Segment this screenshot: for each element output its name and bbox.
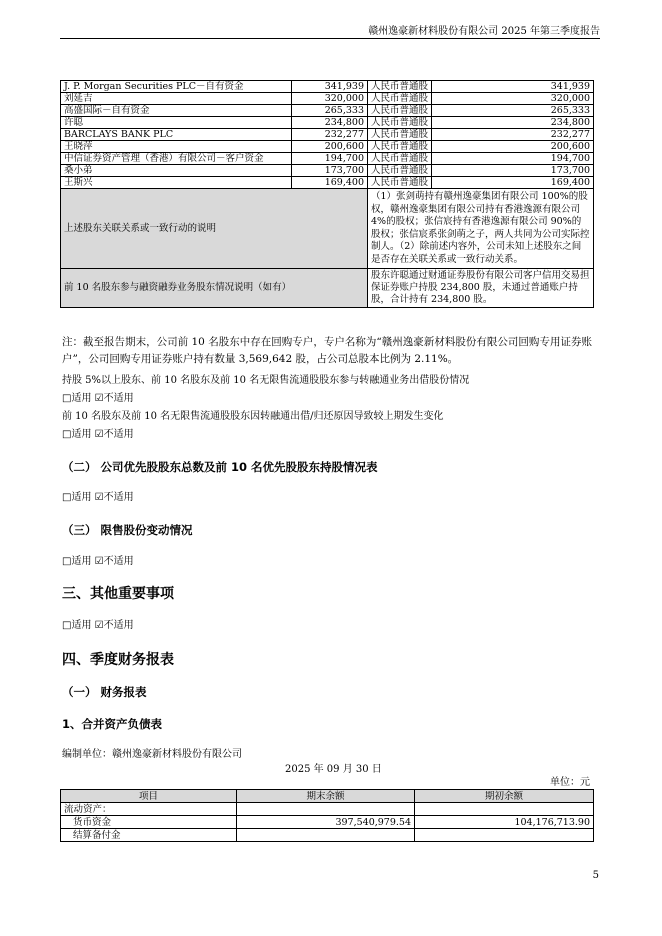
margin-label: 前 10 名股东参与融资融券业务股东情况说明（如有）: [61, 269, 368, 308]
relation-row: [61, 189, 594, 269]
shareholder-shares: 265,333: [292, 105, 368, 117]
shareholder-name: J. P. Morgan Securities PLC－自有资金: [61, 81, 292, 93]
repurchase-note: 注：截至报告期末，公司前 10 名股东中存在回购专户，专户名称为“赣州逸豪新材料股份有限公司回购专用证券账户”，公司回购专用证券账户持有数量 3,569,642 股，占公司总股本比例为 2.11%。: [62, 336, 592, 365]
balance-row: [61, 816, 594, 829]
unit-line: 单位：元: [550, 777, 590, 788]
shareholder-name: 王斯兴: [61, 177, 292, 189]
balance-sheet-table: [60, 789, 594, 842]
header-begin-balance: 期初余额: [415, 790, 594, 803]
balance-item: 结算备付金: [61, 829, 237, 842]
shareholder-name: 刘延吉: [61, 93, 292, 105]
restricted-choice: □适用 ☑不适用: [62, 556, 134, 567]
header-item: 项目: [61, 790, 237, 803]
company-line: 编制单位：赣州逸豪新材料股份有限公司: [62, 749, 242, 760]
shareholder-row: [61, 105, 594, 117]
shareholder-name: BARCLAYS BANK PLC: [61, 129, 292, 141]
share-type: 人民币普通股: [368, 141, 432, 153]
relation-text: （1）张剑萌持有赣州逸豪集团有限公司 100%的股权，赣州逸豪集团有限公司持有香港逸源有限公司 4%的股权；张信宸持有香港逸源有限公司 90%的股权；张信宸系张剑萌之子，两人共同为公司实际控制人。（2）除前述内容外，公司未知上述股东之间是否存在关联关系或一致行动关系。: [368, 189, 594, 269]
share-amount: 200,600: [432, 141, 594, 153]
shareholder-name: 高盛国际－自有资金: [61, 105, 292, 117]
page-header: 赣州逸豪新材料股份有限公司 2025 年第三季度报告: [368, 26, 600, 37]
shareholder-shares: 341,939: [292, 81, 368, 93]
page-number: 5: [592, 870, 599, 881]
section-restricted-shares: （三） 限售股份变动情况: [62, 523, 193, 537]
shareholder-row: [61, 129, 594, 141]
shareholder-shares: 200,600: [292, 141, 368, 153]
shareholder-name: 桑小弟: [61, 165, 292, 177]
shareholder-shares: 234,800: [292, 117, 368, 129]
share-type: 人民币普通股: [368, 177, 432, 189]
share-type: 人民币普通股: [368, 81, 432, 93]
share-type: 人民币普通股: [368, 153, 432, 165]
preferred-choice: □适用 ☑不适用: [62, 492, 134, 503]
change-choice: □适用 ☑不适用: [62, 429, 134, 440]
balance-header-row: [61, 790, 594, 803]
share-amount: 173,700: [432, 165, 594, 177]
shareholder-table: [60, 80, 594, 308]
shareholder-shares: 320,000: [292, 93, 368, 105]
change-title: 前 10 名股东及前 10 名无限售流通股股东因转融通出借/归还原因导致较上期发生变化: [62, 411, 444, 422]
shareholder-row: [61, 117, 594, 129]
shareholder-row: [61, 81, 594, 93]
share-amount: 232,277: [432, 129, 594, 141]
share-amount: 265,333: [432, 105, 594, 117]
relation-label: 上述股东关联关系或一致行动的说明: [61, 189, 368, 269]
section-statements: （一） 财务报表: [62, 685, 147, 699]
shareholder-name: 王晓萍: [61, 141, 292, 153]
balance-begin: 104,176,713.90: [415, 816, 594, 829]
balance-row: [61, 803, 594, 816]
lending-choice: □适用 ☑不适用: [62, 393, 134, 404]
share-amount: 169,400: [432, 177, 594, 189]
margin-row: [61, 269, 594, 308]
margin-text: 股东许聪通过财通证券股份有限公司客户信用交易担保证券账户持股 234,800 股，未通过普通账户持股，合计持有 234,800 股。: [368, 269, 594, 308]
section-preferred-shares: （二） 公司优先股股东总数及前 10 名优先股股东持股情况表: [62, 460, 378, 474]
section-financial-statements: 四、季度财务报表: [62, 652, 174, 668]
shareholder-row: [61, 165, 594, 177]
shareholder-row: [61, 153, 594, 165]
shareholder-row: [61, 93, 594, 105]
balance-begin: [415, 803, 594, 816]
balance-row: [61, 829, 594, 842]
share-amount: 194,700: [432, 153, 594, 165]
section-balance-sheet: 1、合并资产负债表: [62, 717, 163, 731]
shareholder-shares: 232,277: [292, 129, 368, 141]
share-amount: 341,939: [432, 81, 594, 93]
share-amount: 320,000: [432, 93, 594, 105]
share-type: 人民币普通股: [368, 117, 432, 129]
shareholder-row: [61, 141, 594, 153]
share-type: 人民币普通股: [368, 165, 432, 177]
share-amount: 234,800: [432, 117, 594, 129]
shareholder-row: [61, 177, 594, 189]
share-type: 人民币普通股: [368, 105, 432, 117]
lending-title: 持股 5%以上股东、前 10 名股东及前 10 名无限售流通股股东参与转融通业务出借股份情况: [62, 375, 470, 386]
shareholder-name: 中信证券资产管理（香港）有限公司－客户资金: [61, 153, 292, 165]
shareholder-shares: 173,700: [292, 165, 368, 177]
header-end-balance: 期末余额: [237, 790, 415, 803]
other-choice: □适用 ☑不适用: [62, 620, 134, 631]
balance-end: [237, 829, 415, 842]
shareholder-name: 许聪: [61, 117, 292, 129]
balance-end: [237, 803, 415, 816]
balance-item: 货币资金: [61, 816, 237, 829]
balance-end: 397,540,979.54: [237, 816, 415, 829]
share-type: 人民币普通股: [368, 129, 432, 141]
shareholder-shares: 169,400: [292, 177, 368, 189]
balance-begin: [415, 829, 594, 842]
header-rule: [60, 38, 600, 39]
share-type: 人民币普通股: [368, 93, 432, 105]
balance-item: 流动资产：: [61, 803, 237, 816]
section-other-matters: 三、其他重要事项: [62, 586, 174, 602]
shareholder-shares: 194,700: [292, 153, 368, 165]
date-line: 2025 年 09 月 30 日: [285, 764, 382, 775]
